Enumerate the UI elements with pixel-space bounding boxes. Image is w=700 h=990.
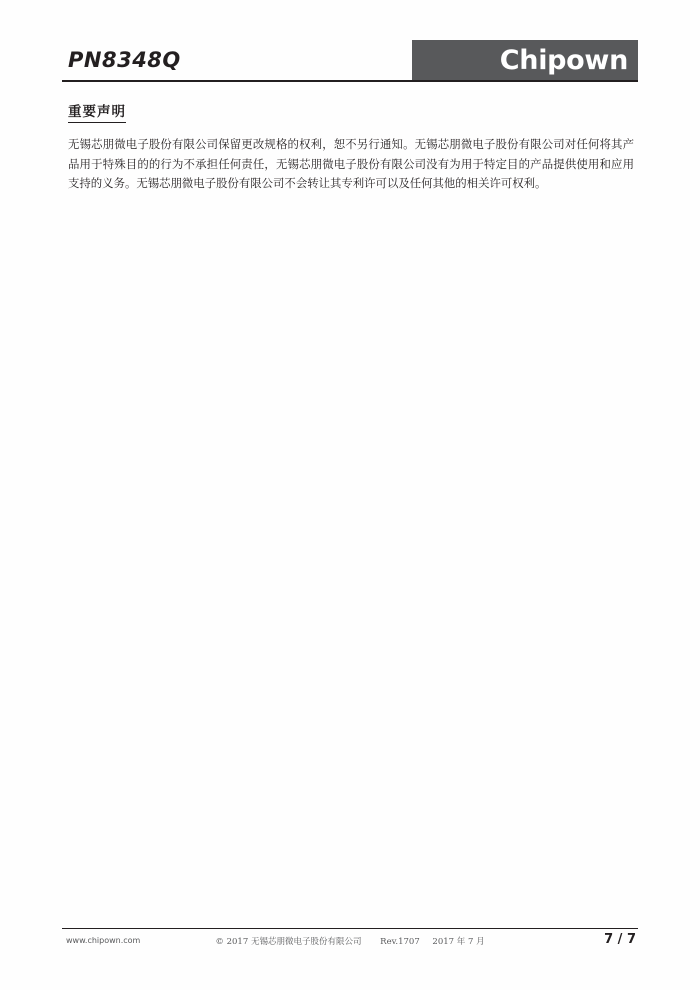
footer-copyright: © 2017 无锡芯朋微电子股份有限公司 xyxy=(215,937,362,947)
section-title-important-notice: 重要声明 xyxy=(68,100,126,123)
footer-revision: Rev.1707 xyxy=(380,937,420,947)
part-number-title: PN8348Q xyxy=(68,48,181,72)
footer-website-link[interactable]: www.chipown.com xyxy=(66,936,141,945)
main-content xyxy=(68,100,634,205)
notice-paragraph: 无锡芯朋微电子股份有限公司保留更改规格的权利，恕不另行通知。无锡芯朋微电子股份有限公司对任何将其产品用于特殊目的的行为不承担任何责任，无锡芯朋微电子股份有限公司没有为用于特定目的产品提供使用和应用支持的义务。无锡芯朋微电子股份有限公司不会转让其专利许可以及任何其他的相关许可权利。 xyxy=(68,137,634,191)
footer-center-block xyxy=(215,935,484,947)
page-header xyxy=(62,40,638,82)
brand-logo-text: Chipown xyxy=(499,44,628,76)
footer-page-number: 7 / 7 xyxy=(604,932,636,947)
brand-logo xyxy=(412,40,638,80)
footer-row xyxy=(62,932,638,954)
footer-divider xyxy=(62,928,638,929)
footer-date: 2017 年 7 月 xyxy=(432,937,485,947)
header-divider xyxy=(62,80,638,82)
